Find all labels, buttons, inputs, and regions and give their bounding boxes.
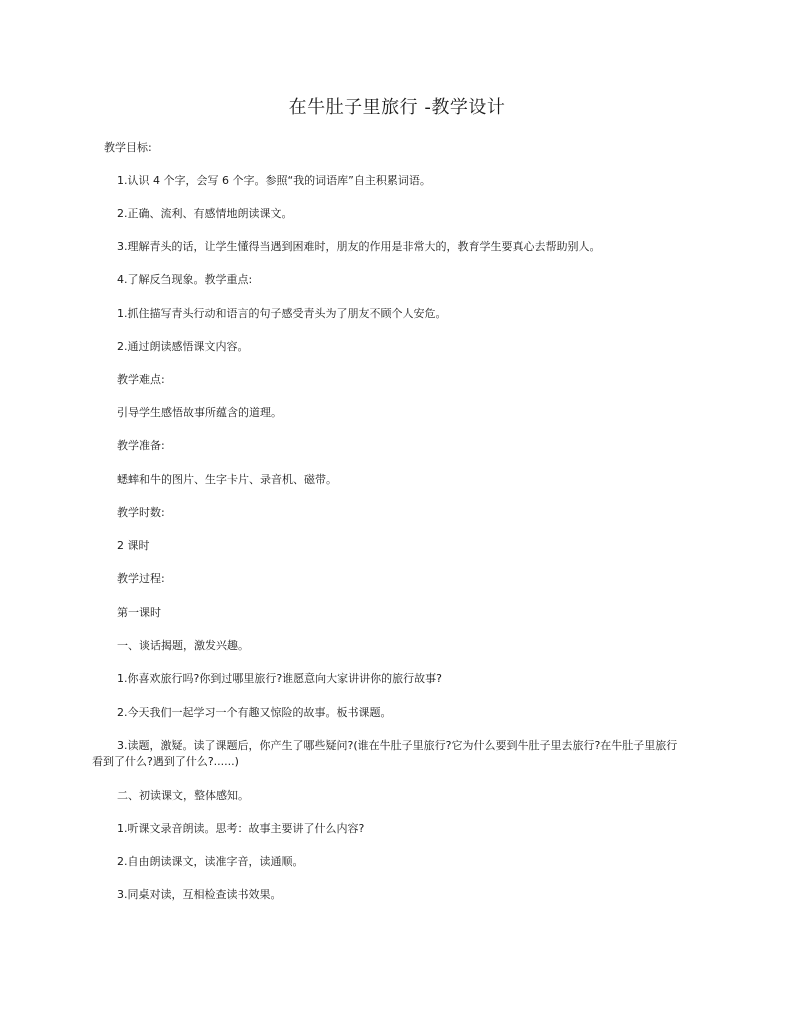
paragraph: 2.通过朗读感悟课文内容。 (117, 340, 249, 353)
paragraph: 引导学生感悟故事所蕴含的道理。 (117, 406, 282, 419)
paragraph-heading: 教学过程: (117, 572, 165, 585)
paragraph-objectives-heading: 教学目标: (104, 141, 152, 154)
paragraph: 3.同桌对读，互相检查读书效果。 (117, 888, 282, 901)
paragraph: 2.今天我们一起学习一个有趣又惊险的故事。板书课题。 (117, 706, 392, 719)
paragraph: 一、谈话揭题，激发兴趣。 (117, 639, 249, 652)
paragraph-heading: 第一课时 (117, 606, 161, 619)
paragraph: 4.了解反刍现象。教学重点: (117, 273, 253, 286)
paragraph: 1.你喜欢旅行吗?你到过哪里旅行?谁愿意向大家讲讲你的旅行故事? (117, 672, 443, 685)
paragraph-continuation: 看到了什么?遇到了什么?......) (92, 755, 239, 768)
paragraph-heading: 教学准备: (117, 439, 165, 452)
paragraph: 2 课时 (117, 539, 150, 552)
paragraph: 1.抓住描写青头行动和语言的句子感受青头为了朋友不顾个人安危。 (117, 307, 447, 320)
paragraph: 2.自由朗读课文，读准字音，读通顺。 (117, 855, 304, 868)
paragraph-heading: 教学难点: (117, 373, 165, 386)
paragraph: 1.听课文录音朗读。思考：故事主要讲了什么内容? (117, 822, 365, 835)
paragraph: 2.正确、流利、有感情地朗读课文。 (117, 207, 293, 220)
paragraph: 1.认识 4 个字，会写 6 个字。参照“我的词语库”自主积累词语。 (117, 174, 431, 187)
paragraph: 3.读题，激疑。读了课题后，你产生了哪些疑问?(谁在牛肚子里旅行?它为什么要到牛肚子里去旅行?在牛肚子里旅行 (117, 739, 678, 752)
paragraph: 3.理解青头的话，让学生懂得当遇到困难时，朋友的作用是非常大的，教育学生要真心去帮助别人。 (117, 240, 601, 253)
paragraph-heading: 教学时数: (117, 506, 165, 519)
document-title: 在牛肚子里旅行 -教学设计 (288, 97, 506, 118)
paragraph: 二、初读课文，整体感知。 (117, 789, 249, 802)
paragraph: 蟋蟀和牛的图片、生字卡片、录音机、磁带。 (117, 473, 337, 486)
